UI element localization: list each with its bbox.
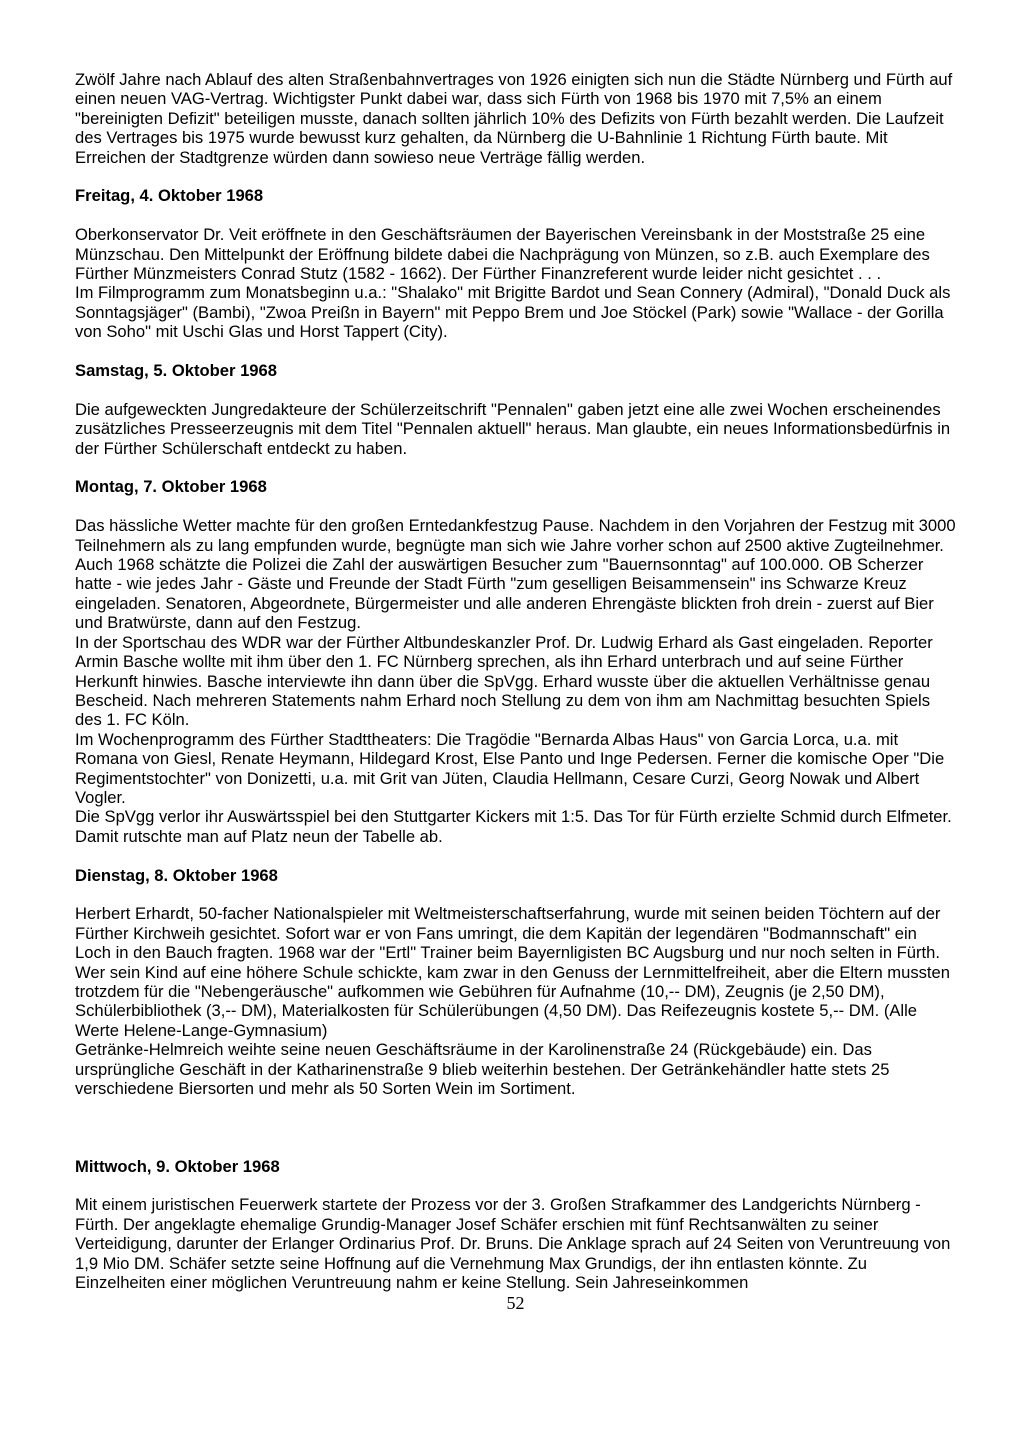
- section-heading: Montag, 7. Oktober 1968: [75, 477, 267, 497]
- section-montag-7-oktober: [75, 477, 956, 846]
- section-dienstag-8-oktober: [75, 866, 956, 1099]
- section-freitag-4-oktober: [75, 186, 956, 341]
- paragraph: Wer sein Kind auf eine höhere Schule schickte, kam zwar in den Genuss der Lernmittelfreiheit, aber die Eltern mussten trotzdem für die "Nebengeräusche" aufkommen wie Gebühren für Aufnahme (10,-- DM), Zeugnis (je 2,50 DM), Schülerbibliothek (3,-- DM), Materialkosten für Schülerübungen (4,50 DM). Das Reifezeugnis kostete 5,-- DM. (Alle Werte Helene-Lange-Gymnasium): [75, 962, 950, 1040]
- section-mittwoch-9-oktober: [75, 1157, 956, 1293]
- paragraph: Die aufgeweckten Jungredakteure der Schülerzeitschrift "Pennalen" gaben jetzt eine alle zwei Wochen erscheinendes zusätzliches Presseerzeugnis mit dem Titel "Pennalen aktuell" heraus. Man glaubte, ein neues Informationsbedürfnis in der Fürther Schülerschaft entdeckt zu haben.: [75, 399, 951, 458]
- page-number: 52: [506, 1293, 525, 1314]
- paragraph: Im Wochenprogramm des Fürther Stadttheaters: Die Tragödie "Bernarda Albas Haus" von Garcia Lorca, u.a. mit Romana von Giesl, Renate Heymann, Hildegard Krost, Else Panto und Inge Pedersen. Ferner die komische Oper "Die Regimentstochter" von Donizetti, u.a. mit Grit van Jüten, Claudia Hellmann, Cesare Curzi, Georg Nowak und Albert Vogler.: [75, 729, 945, 807]
- paragraph: Im Filmprogramm zum Monatsbeginn u.a.: "Shalako" mit Brigitte Bardot und Sean Connery (Admiral), "Donald Duck als Sonntagsjäger" (Bambi), "Zwoa Preißn in Bayern" mit Peppo Brem und Joe Stöckel (Park) sowie "Wallace - der Gorilla von Soho" mit Uschi Glas und Horst Tappert (City).: [75, 283, 951, 342]
- paragraph: In der Sportschau des WDR war der Fürther Altbundeskanzler Prof. Dr. Ludwig Erhard als Gast eingeladen. Reporter Armin Basche wollte mit ihm über den 1. FC Nürnberg sprechen, als ihn Erhard unterbrach und auf seine Fürther Herkunft hinwies. Basche interviewte ihn dann über die SpVgg. Erhard wusste über die aktuellen Verhältnisse genau Bescheid. Nach mehreren Statements nahm Erhard noch Stellung zu dem von ihm am Nachmittag besuchten Spiels des 1. FC Köln.: [75, 632, 933, 730]
- section-heading: Freitag, 4. Oktober 1968: [75, 186, 264, 206]
- paragraph: Oberkonservator Dr. Veit eröffnete in den Geschäftsräumen der Bayerischen Vereinsbank in der Moststraße 25 eine Münzschau. Den Mittelpunkt der Eröffnung bildete dabei die Nachprägung von Münzen, so z.B. auch Exemplare des Fürther Münzmeisters Conrad Stutz (1582 - 1662). Der Fürther Finanzreferent wurde leider nicht gesichtet . . .: [75, 225, 930, 284]
- paragraph: Die SpVgg verlor ihr Auswärtsspiel bei den Stuttgarter Kickers mit 1:5. Das Tor für Fürth erzielte Schmid durch Elfmeter. Damit rutschte man auf Platz neun der Tabelle ab.: [75, 807, 952, 846]
- section-heading: Dienstag, 8. Oktober 1968: [75, 865, 278, 885]
- paragraph: Mit einem juristischen Feuerwerk startete der Prozess vor der 3. Großen Strafkammer des Landgerichts Nürnberg - Fürth. Der angeklagte ehemalige Grundig-Manager Josef Schäfer erschien mit fünf Rechtsanwälten zu seiner Verteidigung, darunter der Erlanger Ordinarius Prof. Dr. Bruns. Die Anklage sprach auf 24 Seiten von Veruntreuung von 1,9 Mio DM. Schäfer setzte seine Hoffnung auf die Vernehmung Max Grundigs, der ihn entlasten könnte. Zu Einzelheiten einer möglichen Veruntreuung nahm er keine Stellung. Sein Jahreseinkommen: [75, 1195, 951, 1293]
- intro-paragraph: Zwölf Jahre nach Ablauf des alten Straßenbahnvertrages von 1926 einigten sich nun die Städte Nürnberg und Fürth auf einen neuen VAG-Vertrag. Wichtigster Punkt dabei war, dass sich Fürth von 1968 bis 1970 mit 7,5% an einem "bereinigten Defizit" beteiligen musste, danach sollten jährlich 10% des Defizits von Fürth bezahlt werden. Die Laufzeit des Vertrages bis 1975 wurde bewusst kurz gehalten, da Nürnberg die U-Bahnlinie 1 Richtung Fürth baute. Mit Erreichen der Stadtgrenze würden dann sowieso neue Verträge fällig werden.: [75, 70, 953, 167]
- paragraph: Herbert Erhardt, 50-facher Nationalspieler mit Weltmeisterschaftserfahrung, wurde mit seinen beiden Töchtern auf der Fürther Kirchweih gesichtet. Sofort war er von Fans umringt, die dem Kapitän der legendären "Bodmannschaft" ein Loch in den Bauch fragten. 1968 war der "Ertl" Trainer beim Bayernligisten BC Augsburg und nur noch selten in Fürth.: [75, 904, 941, 963]
- section-heading: Samstag, 5. Oktober 1968: [75, 361, 277, 381]
- section-samstag-5-oktober: [75, 361, 956, 458]
- paragraph: Getränke-Helmreich weihte seine neuen Geschäftsräume in der Karolinenstraße 24 (Rückgebäude) ein. Das ursprüngliche Geschäft in der Katharinenstraße 9 blieb weiterhin bestehen. Der Getränkehändler hatte stets 25 verschiedene Biersorten und mehr als 50 Sorten Wein im Sortiment.: [75, 1040, 890, 1098]
- section-heading: Mittwoch, 9. Oktober 1968: [75, 1156, 280, 1176]
- paragraph: Das hässliche Wetter machte für den großen Erntedankfestzug Pause. Nachdem in den Vorjahren der Festzug mit 3000 Teilnehmern als zu lang empfunden wurde, begnügte man sich wie Jahre vorher schon auf 2500 aktive Zugteilnehmer. Auch 1968 schätzte die Polizei die Zahl der auswärtigen Besucher zum "Bauernsonntag" auf 100.000. OB Scherzer hatte - wie jedes Jahr - Gäste und Freunde der Stadt Fürth "zum geselligen Beisammensein" ins Schwarze Kreuz eingeladen. Senatoren, Abgeordnete, Bürgermeister und alle anderen Ehrengäste blickten froh drein - zuerst auf Bier und Bratwürste, dann auf den Festzug.: [75, 516, 956, 633]
